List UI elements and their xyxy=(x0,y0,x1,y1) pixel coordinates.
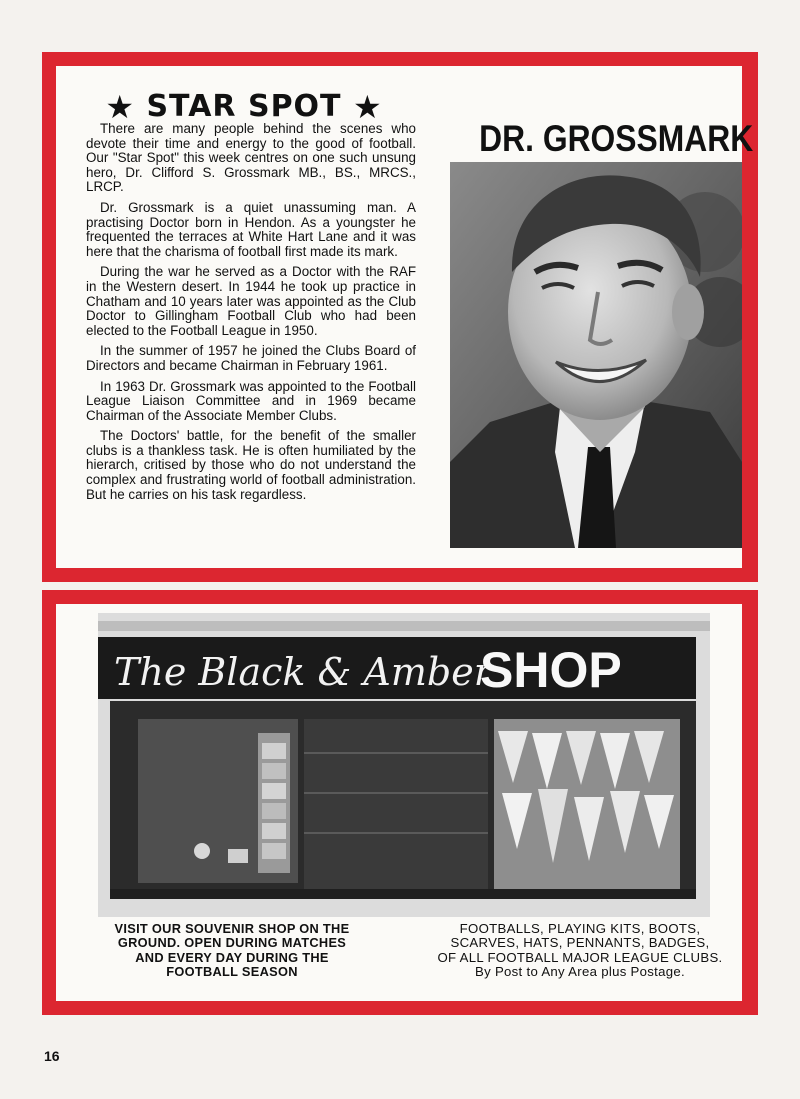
shop-visit-line: GROUND. OPEN DURING MATCHES xyxy=(117,935,347,951)
shop-products-line: FOOTBALLS, PLAYING KITS, BOOTS, xyxy=(459,921,701,936)
shop-content xyxy=(56,604,742,1001)
profile-heading: DR. GROSSMARK xyxy=(479,118,754,159)
article-paragraph: There are many people behind the scenes who devote their time and energy to the good of football. Our "Star Spot" this week centres on one such unsung hero, Dr. Clifford S. Grossmark MB., BS., MRCS., LRCP. xyxy=(86,121,416,195)
shop-products-line: SCARVES, HATS, PENNANTS, BADGES, xyxy=(450,935,710,951)
portrait-photo xyxy=(450,162,742,548)
shop-products-line: By Post to Any Area plus Postage. xyxy=(474,964,686,980)
shop-front-illustration xyxy=(98,613,710,917)
shop-products-line: OF ALL FOOTBALL MAJOR LEAGUE CLUBS. xyxy=(437,949,723,965)
article-paragraph: In 1963 Dr. Grossmark was appointed to the Football League Liaison Committee and in 1969 became Chairman of the Associate Member Clubs. xyxy=(86,378,416,423)
shop-products-notice xyxy=(426,922,734,980)
article-paragraph: The Doctors' battle, for the benefit of the smaller clubs is a thankless task. He is often humiliated by the hierarch, critised by those who do not understand the complex and frustrating world of football administration. But he carries on his task regardless. xyxy=(86,428,416,502)
star-spot-panel xyxy=(42,52,758,582)
article-paragraph: Dr. Grossmark is a quiet unassuming man. A practising Doctor born in Hendon. As a youngster he frequented the terraces at White Hart Lane and it was here that the charisma of football first made its mark. xyxy=(86,199,416,259)
article-paragraph: In the summer of 1957 he joined the Clubs Board of Directors and became Chairman in February 1961. xyxy=(86,343,416,373)
shop-visit-line: FOOTBALL SEASON xyxy=(166,964,298,980)
portrait-illustration xyxy=(450,162,742,548)
article-body xyxy=(86,122,416,508)
shop-panel xyxy=(42,590,758,1015)
shop-photo xyxy=(98,613,710,917)
star-icon: ★ xyxy=(352,88,383,126)
shop-sign-script: The Black & Amber xyxy=(114,650,492,694)
star-spot-title-text: STAR SPOT xyxy=(146,89,342,124)
shop-sign-word: SHOP xyxy=(480,642,622,698)
star-spot-content xyxy=(56,66,754,568)
star-icon: ★ xyxy=(105,88,135,126)
shop-visit-line: AND EVERY DAY DURING THE xyxy=(135,949,329,965)
page-number: 16 xyxy=(44,1048,60,1064)
shop-visit-notice xyxy=(84,922,380,980)
shop-visit-line: VISIT OUR SOUVENIR SHOP ON THE xyxy=(114,921,350,936)
article-paragraph: During the war he served as a Doctor with the RAF in the Western desert. In 1944 he took up practice in Chatham and 10 years later was appointed as the Club Doctor to Gillingham Football Club who had been elected to the Football League in 1950. xyxy=(86,264,416,338)
